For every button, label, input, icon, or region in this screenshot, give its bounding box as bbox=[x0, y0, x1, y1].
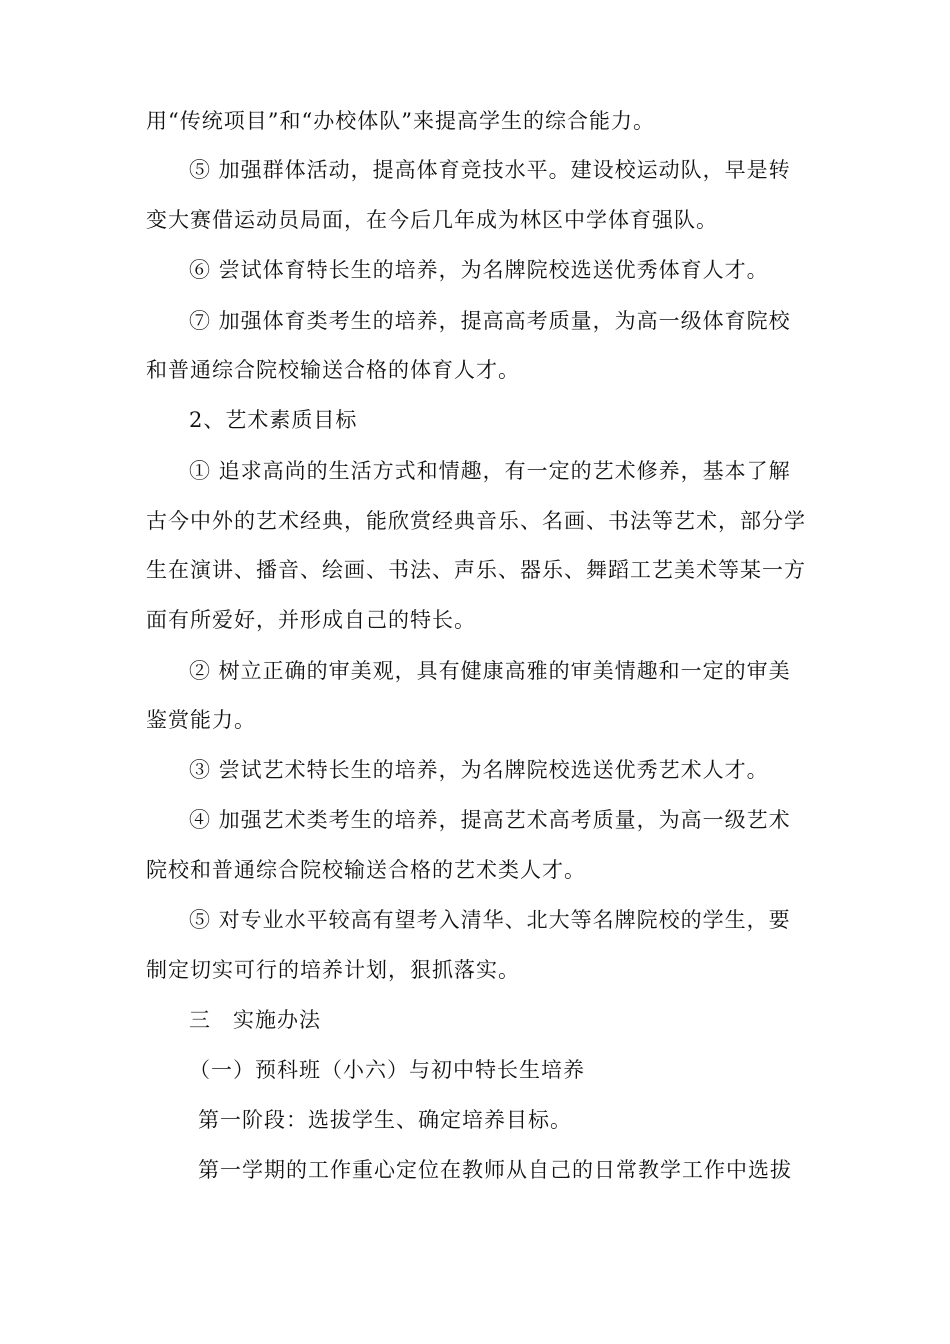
text-line: ① 追求高尚的生活方式和情趣，有一定的艺术修养，基本了解 bbox=[189, 459, 791, 483]
section-heading: 三 实施办法 bbox=[189, 1008, 321, 1032]
text-line: 生在演讲、播音、绘画、书法、声乐、器乐、舞蹈工艺美术等某一方 bbox=[146, 558, 806, 582]
text-line: ③ 尝试艺术特长生的培养，为名牌院校选送优秀艺术人才。 bbox=[189, 758, 769, 782]
subsection-heading: （一）预科班（小六）与初中特长生培养 bbox=[189, 1058, 585, 1082]
text-line: 面有所爱好，并形成自己的特长。 bbox=[146, 608, 476, 632]
text-line: ⑤ 对专业水平较高有望考入清华、北大等名牌院校的学生，要 bbox=[189, 908, 791, 932]
text-line: 鉴赏能力。 bbox=[146, 708, 256, 732]
text-line: 第一学期的工作重心定位在教师从自己的日常教学工作中选拔 bbox=[198, 1158, 792, 1182]
text-line: 制定切实可行的培养计划，狠抓落实。 bbox=[146, 958, 520, 982]
text-line: 古今中外的艺术经典，能欣赏经典音乐、名画、书法等艺术，部分学 bbox=[146, 509, 806, 533]
text-line: 变大赛借运动员局面，在今后几年成为林区中学体育强队。 bbox=[146, 208, 718, 232]
text-line: 用“传统项目”和“办校体队”来提高学生的综合能力。 bbox=[146, 109, 655, 133]
text-line: 院校和普通综合院校输送合格的艺术类人才。 bbox=[146, 858, 586, 882]
text-line: ④ 加强艺术类考生的培养，提高艺术高考质量，为高一级艺术 bbox=[189, 808, 791, 832]
text-line: ⑤ 加强群体活动，提高体育竞技水平。建设校运动队，早是转 bbox=[189, 158, 791, 182]
text-line: ② 树立正确的审美观，具有健康高雅的审美情趣和一定的审美 bbox=[189, 659, 791, 683]
section-heading: 2、艺术素质目标 bbox=[189, 408, 358, 432]
text-line: ⑦ 加强体育类考生的培养，提高高考质量，为高一级体育院校 bbox=[189, 309, 791, 333]
text-line: ⑥ 尝试体育特长生的培养，为名牌院校选送优秀体育人才。 bbox=[189, 258, 769, 282]
text-line: 和普通综合院校输送合格的体育人才。 bbox=[146, 358, 520, 382]
text-line: 第一阶段：选拔学生、确定培养目标。 bbox=[198, 1108, 572, 1132]
